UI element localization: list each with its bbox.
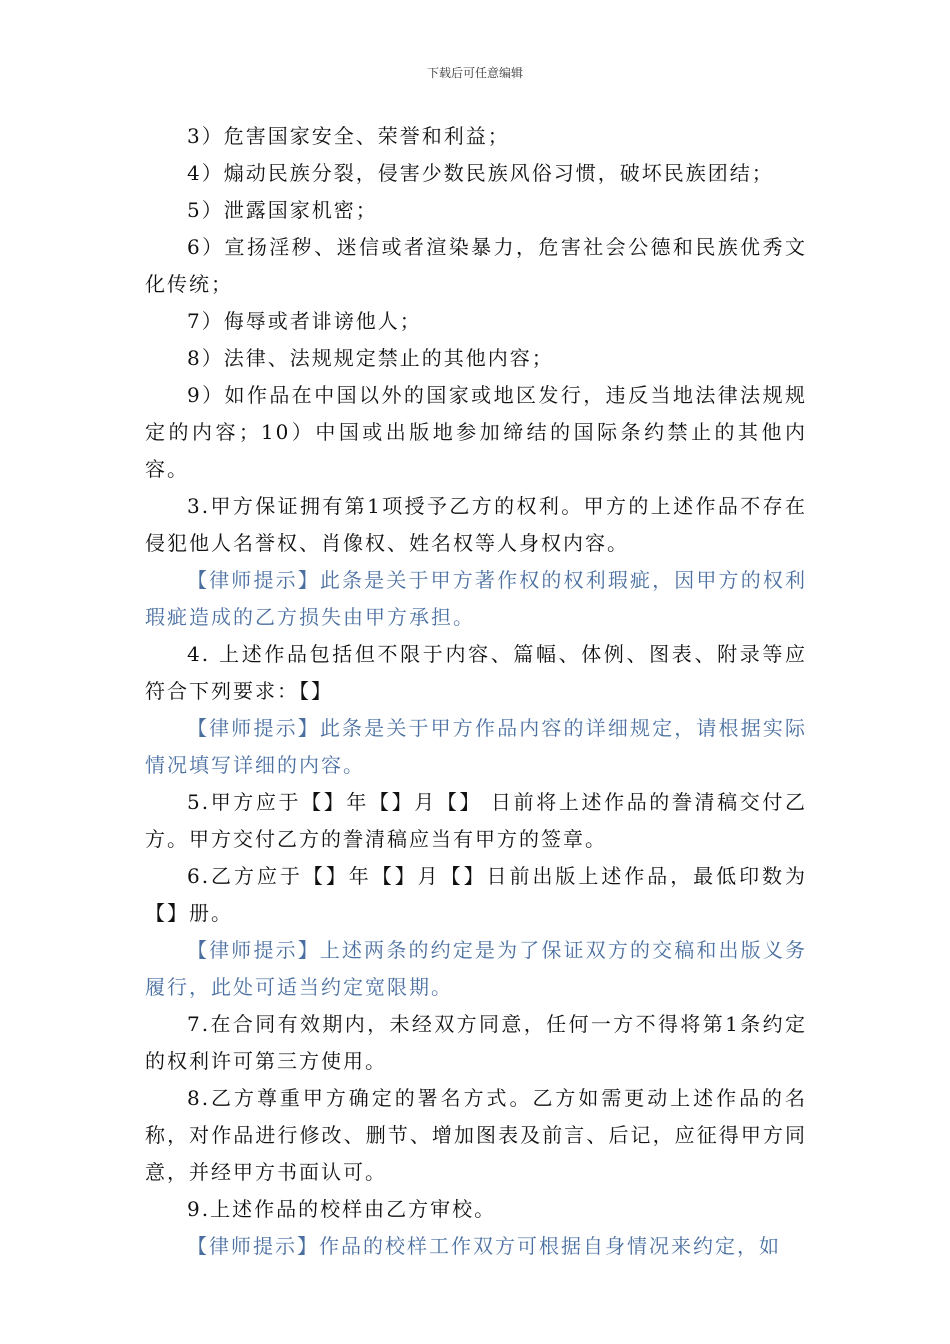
paragraph: 9.上述作品的校样由乙方审校。: [187, 1197, 497, 1221]
paragraph: 7）侮辱或者诽谤他人；: [187, 309, 422, 333]
paragraph: 7.在合同有效期内，未经双方同意，任何一方不得将第1条约定的权利许可第三方使用。: [145, 1012, 807, 1073]
lawyer-tip: 【律师提示】上述两条的约定是为了保证双方的交稿和出版义务履行，此处可适当约定宽限期。: [145, 938, 807, 999]
paragraph: 8）法律、法规规定禁止的其他内容；: [187, 346, 554, 370]
page-header: 下载后可任意编辑: [426, 66, 523, 80]
document-body: [145, 118, 807, 1265]
lawyer-tip: 【律师提示】此条是关于甲方著作权的权利瑕疵，因甲方的权利瑕疵造成的乙方损失由甲方承担。: [145, 568, 807, 629]
paragraph: 4）煽动民族分裂，侵害少数民族风俗习惯，破坏民族团结；: [187, 161, 774, 185]
paragraph: 6.乙方应于【】年【】月【】日前出版上述作品，最低印数为【】册。: [145, 864, 807, 925]
paragraph: 9）如作品在中国以外的国家或地区发行，违反当地法律法规规定的内容；10）中国或出版地参加缔结的国际条约禁止的其他内容。: [145, 383, 807, 481]
paragraph: 3.甲方保证拥有第1项授予乙方的权利。甲方的上述作品不存在侵犯他人名誉权、肖像权、姓名权等人身权内容。: [145, 494, 807, 555]
paragraph: 5.甲方应于【】年【】月【】 日前将上述作品的誊清稿交付乙方。甲方交付乙方的誊清稿应当有甲方的签章。: [145, 790, 807, 851]
paragraph: 5）泄露国家机密；: [187, 198, 378, 222]
paragraph: 3）危害国家安全、荣誉和利益；: [187, 124, 510, 148]
lawyer-tip: 【律师提示】作品的校样工作双方可根据自身情况来约定，如: [187, 1234, 781, 1258]
paragraph: 4. 上述作品包括但不限于内容、篇幅、体例、图表、附录等应符合下列要求：【】: [145, 642, 807, 703]
paragraph: 8.乙方尊重甲方确定的署名方式。乙方如需更动上述作品的名称，对作品进行修改、删节、增加图表及前言、后记，应征得甲方同意，并经甲方书面认可。: [145, 1086, 807, 1184]
lawyer-tip: 【律师提示】此条是关于甲方作品内容的详细规定，请根据实际情况填写详细的内容。: [145, 716, 807, 777]
paragraph: 6）宣扬淫秽、迷信或者渲染暴力，危害社会公德和民族优秀文化传统；: [145, 235, 807, 296]
